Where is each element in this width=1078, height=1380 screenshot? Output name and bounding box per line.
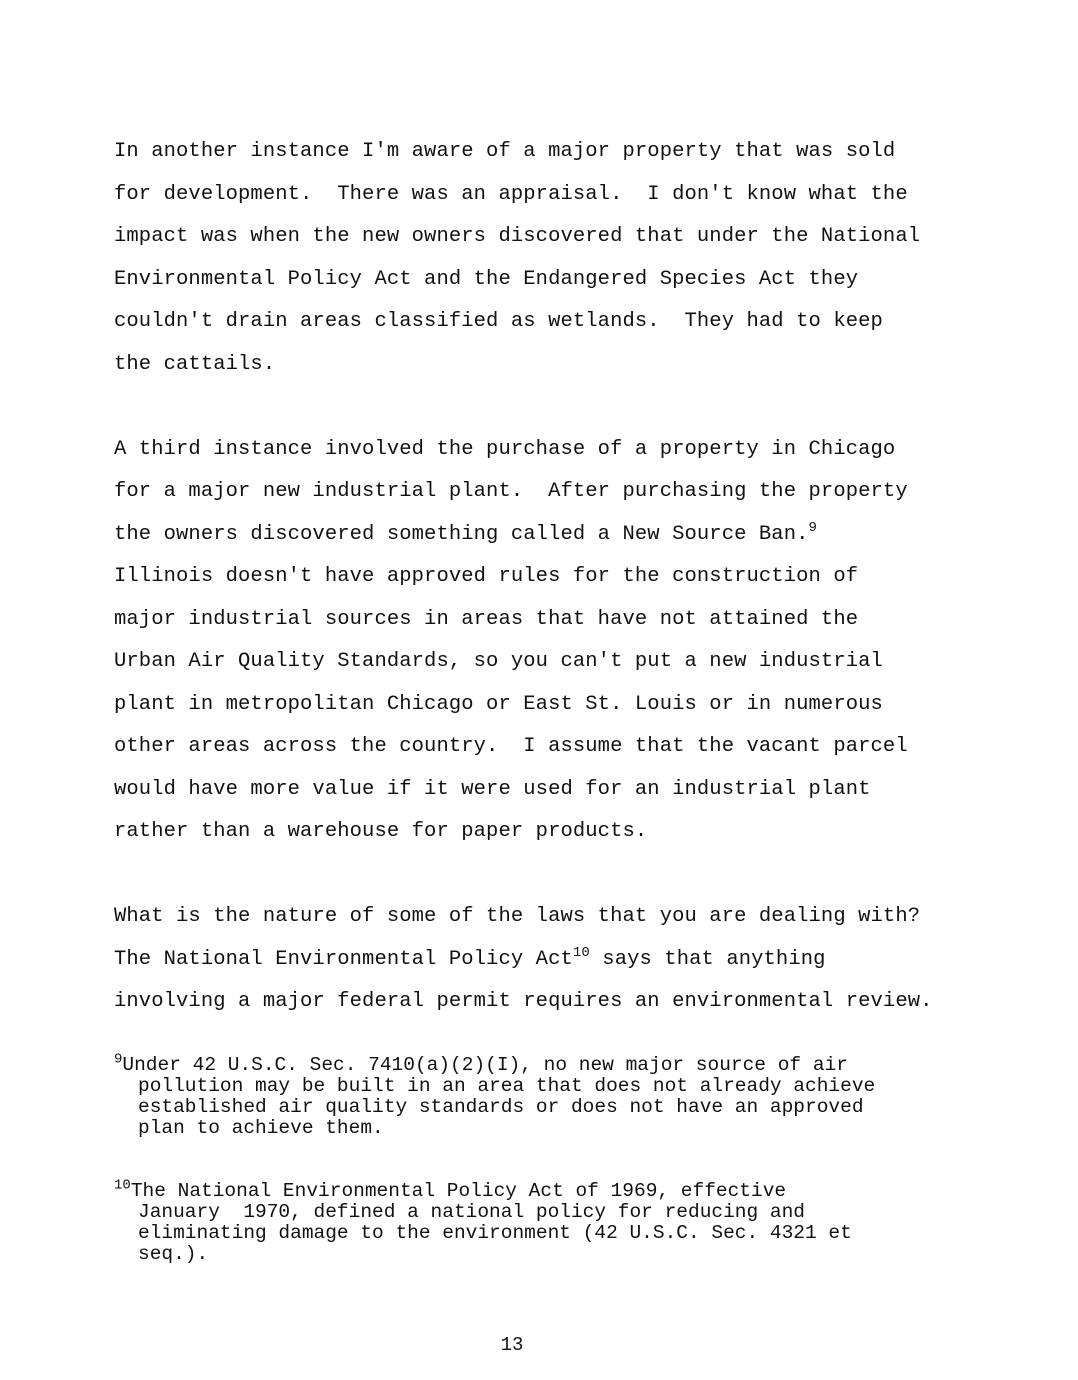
text-segment: The National Environmental Policy Act — [114, 947, 573, 971]
page-number: 13 — [500, 1334, 524, 1356]
text-line: plant in metropolitan Chicago or East St. Louis or in numerous — [114, 692, 883, 716]
text-segment: Under 42 U.S.C. Sec. 7410(a)(2)(I), no new major source of air — [122, 1054, 848, 1076]
text-line: In another instance I'm aware of a major property that was sold — [114, 140, 896, 163]
text-line: would have more value if it were used for an industrial plant — [114, 777, 871, 801]
footnote-line — [114, 1051, 994, 1076]
text-line-with-footnote — [114, 939, 994, 982]
text-line: Environmental Policy Act and the Endangered Species Act they — [114, 267, 859, 291]
text-line: rather than a warehouse for paper products. — [114, 820, 648, 843]
text-line: couldn't drain areas classified as wetlands. They had to keep — [114, 310, 883, 333]
text-line: for development. There was an appraisal. I don't know what the — [114, 182, 908, 206]
footnote-line: seq.). — [138, 1243, 209, 1265]
footnote-9 — [114, 1051, 994, 1139]
footnote-reference-10[interactable]: 10 — [572, 944, 590, 961]
text-line: for a major new industrial plant. After purchasing the property — [114, 480, 908, 503]
text-line: Urban Air Quality Standards, so you can't put a new industrial — [114, 650, 883, 673]
footnote-10 — [114, 1177, 994, 1265]
footnote-reference-9[interactable]: 9 — [808, 519, 818, 536]
footnote-line: established air quality standards or does not have an approved — [138, 1096, 864, 1118]
footnote-line: eliminating damage to the environment (42 U.S.C. Sec. 4321 et — [138, 1222, 852, 1244]
footnote-mark: 10 — [114, 1177, 131, 1194]
text-line: impact was when the new owners discovered that under the National — [114, 225, 921, 248]
footnote-line: pollution may be built in an area that does not already achieve — [138, 1075, 876, 1097]
text-line: What is the nature of some of the laws that you are dealing with? — [114, 905, 921, 928]
footnote-line: plan to achieve them. — [138, 1117, 384, 1139]
footnote-line — [114, 1177, 994, 1202]
text-line-with-footnote — [114, 514, 994, 557]
text-line: other areas across the country. I assume that the vacant parcel — [114, 735, 908, 758]
paragraph-chicago — [114, 429, 994, 854]
footnotes — [114, 1051, 994, 1307]
text-segment: the owners discovered something called a New Source Ban. — [114, 522, 809, 546]
paragraph-wetlands — [114, 131, 994, 386]
text-line: major industrial sources in areas that have not attained the — [114, 607, 859, 631]
text-segment: The National Environmental Policy Act of 1969, effective — [130, 1180, 787, 1202]
text-segment: says that anything — [589, 947, 826, 971]
footnote-line: January 1970, defined a national policy for reducing and — [138, 1201, 806, 1223]
text-line: the cattails. — [114, 352, 276, 376]
body-text — [114, 131, 994, 1066]
text-line: involving a major federal permit requires an environmental review. — [114, 990, 933, 1013]
text-line: A third instance involved the purchase of a property in Chicago — [114, 437, 896, 461]
text-line: Illinois doesn't have approved rules for the construction of — [114, 565, 859, 588]
paragraph-laws — [114, 896, 994, 1024]
footnote-mark: 9 — [114, 1051, 123, 1068]
